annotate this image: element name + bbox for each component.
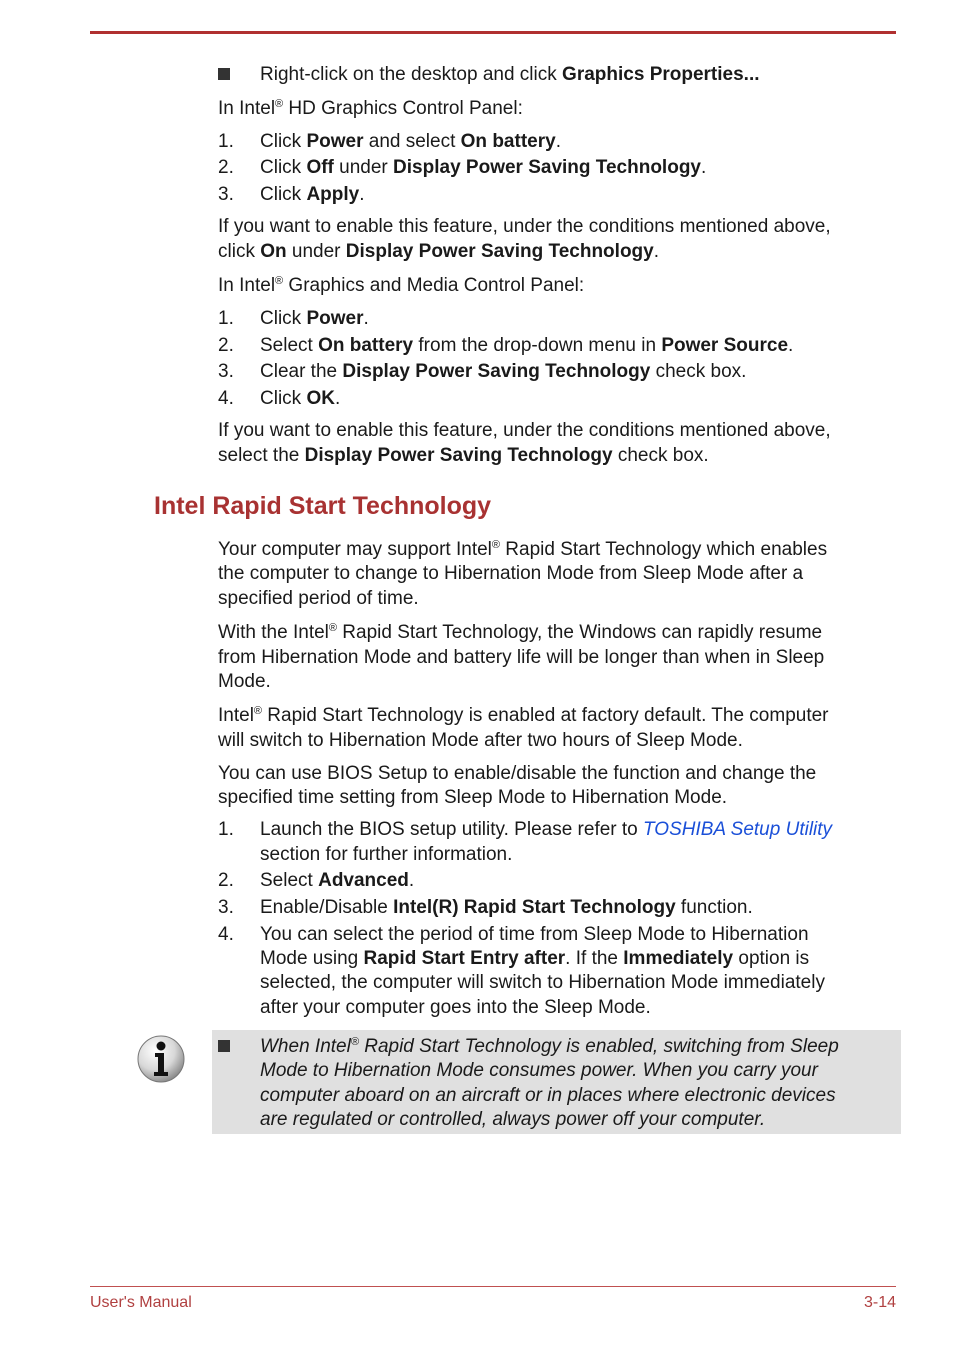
bullet-graphics-properties: Right-click on the desktop and click Graphics Properties... [260, 64, 760, 85]
hd-step-number: 3. [218, 184, 234, 205]
note-line4: are regulated or controlled, always power off your computer. [260, 1109, 766, 1130]
note-bullet-marker [218, 1040, 230, 1052]
hd-step-2: Click Off under Display Power Saving Technology. [260, 157, 707, 178]
bios-step-3: Enable/Disable Intel(R) Rapid Start Technology function. [260, 897, 753, 918]
para3-line1: Intel® Rapid Start Technology is enabled at factory default. The computer [218, 705, 829, 726]
para4-line2: specified time setting from Sleep Mode to Hibernation Mode. [218, 787, 728, 808]
gm-step-1: Click Power. [260, 308, 369, 329]
bios-step-1: Launch the BIOS setup utility. Please refer to TOSHIBA Setup Utility [260, 819, 833, 840]
note-line3: computer aboard on an aircraft or in places where electronic devices [260, 1085, 836, 1106]
hd-intro: In Intel® HD Graphics Control Panel: [218, 98, 523, 119]
bios-step-4-line3: selected, the computer will switch to Hibernation Mode immediately [260, 972, 825, 993]
para1-line3: specified period of time. [218, 588, 419, 609]
footer-rule [90, 1286, 896, 1287]
gm-step-number: 2. [218, 335, 234, 356]
para2-line1: With the Intel® Rapid Start Technology, the Windows can rapidly resume [218, 622, 823, 643]
hd-step-number: 2. [218, 157, 234, 178]
gm-step-number: 1. [218, 308, 234, 329]
gm-step-3: Clear the Display Power Saving Technology check box. [260, 361, 747, 382]
bios-step-4-line1: You can select the period of time from Sleep Mode to Hibernation [260, 924, 809, 945]
para2-line2: from Hibernation Mode and battery life will be longer than when in Sleep [218, 647, 825, 668]
footer-title: User's Manual [90, 1294, 192, 1311]
para3-line2: will switch to Hibernation Mode after two hours of Sleep Mode. [218, 730, 743, 751]
toshiba-setup-utility-link[interactable]: TOSHIBA Setup Utility [643, 819, 833, 840]
hd-after-line1: If you want to enable this feature, under the conditions mentioned above, [218, 216, 831, 237]
section-title: Intel Rapid Start Technology [154, 492, 492, 520]
bullet-marker [218, 68, 230, 80]
para2-line3: Mode. [218, 671, 271, 692]
bios-step-number: 4. [218, 924, 234, 945]
header-rule [90, 31, 896, 34]
note-line1: When Intel® Rapid Start Technology is enabled, switching from Sleep [260, 1036, 839, 1057]
para1-line1: Your computer may support Intel® Rapid Start Technology which enables [218, 539, 828, 560]
bios-step-4-line4: after your computer goes into the Sleep Mode. [260, 997, 651, 1018]
bios-step-number: 2. [218, 870, 234, 891]
bios-step-number: 3. [218, 897, 234, 918]
bios-step-2: Select Advanced. [260, 870, 415, 891]
hd-step-number: 1. [218, 131, 234, 152]
page-number: 3-14 [863, 1294, 896, 1311]
para1-line2: the computer to change to Hibernation Mode from Sleep Mode after a [218, 563, 804, 584]
info-icon [136, 1034, 186, 1084]
note-box [212, 1030, 901, 1134]
bios-step-1-line2: section for further information. [260, 844, 513, 865]
gm-intro: In Intel® Graphics and Media Control Panel: [218, 275, 585, 296]
note-line2: Mode to Hibernation Mode consumes power. When you carry your [260, 1060, 818, 1081]
gm-after-line1: If you want to enable this feature, under the conditions mentioned above, [218, 420, 831, 441]
gm-step-2: Select On battery from the drop-down menu in Power Source. [260, 335, 794, 356]
gm-step-number: 3. [218, 361, 234, 382]
hd-step-1: Click Power and select On battery. [260, 131, 561, 152]
gm-after-line2: select the Display Power Saving Technology check box. [218, 445, 709, 466]
hd-step-3: Click Apply. [260, 184, 365, 205]
bios-step-4-line2: Mode using Rapid Start Entry after. If the Immediately option is [260, 948, 810, 969]
hd-after-line2: click On under Display Power Saving Technology. [218, 241, 660, 262]
gm-step-number: 4. [218, 388, 234, 409]
bios-step-number: 1. [218, 819, 234, 840]
para4-line1: You can use BIOS Setup to enable/disable the function and change the [218, 763, 817, 784]
gm-step-4: Click OK. [260, 388, 341, 409]
